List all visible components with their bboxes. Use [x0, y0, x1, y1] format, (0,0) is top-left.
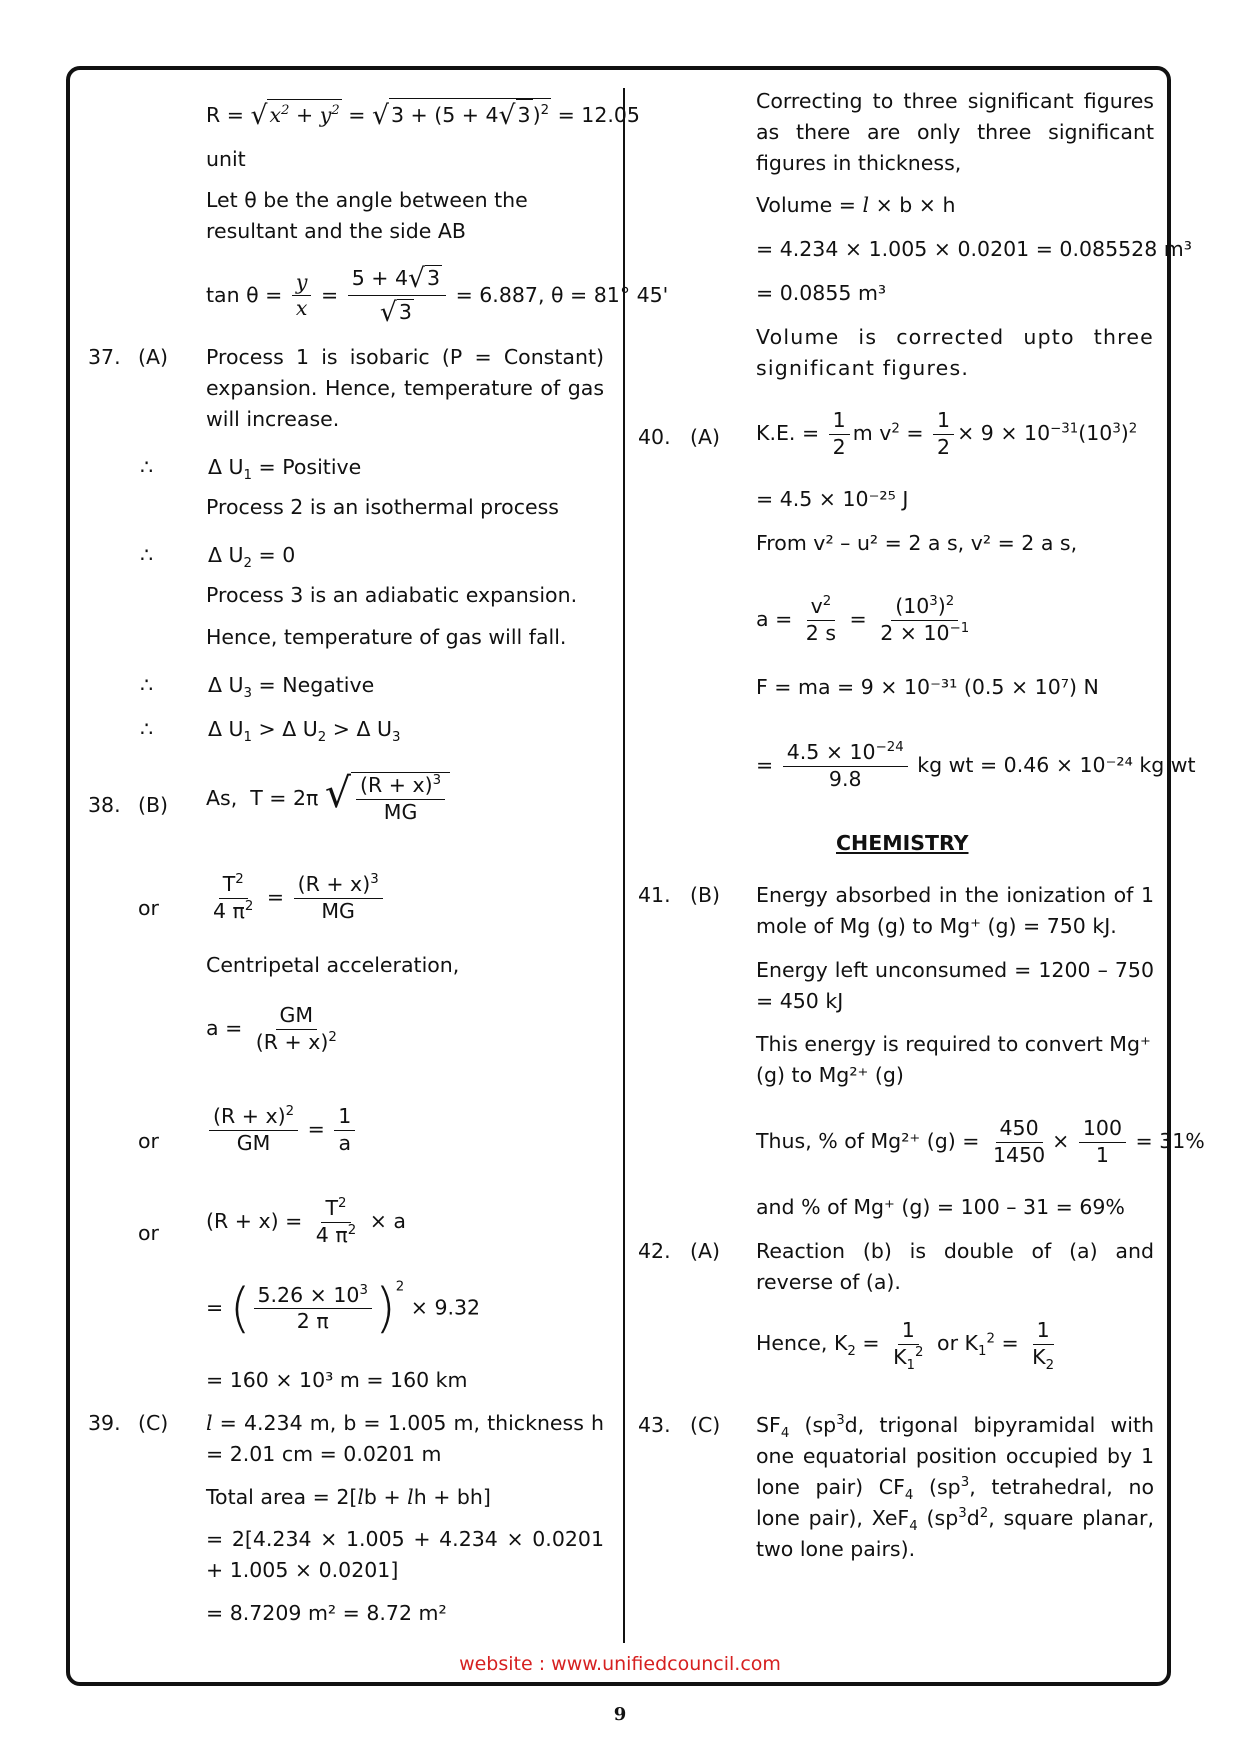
kinetic-energy-formula: K.E. = $\frac{1}{2}$ m $v^2$ = $\frac{1}{2}$ × $9 \times 10^{-31}(10^3)^2$: [756, 408, 1138, 459]
force-formula: F = ma = 9 × 10⁻³¹ (0.5 × 10⁷) N: [756, 675, 1099, 699]
q41-percent-formula: Thus, % of Mg²⁺ (g) = $\frac{450}{1450}$ × $\frac{100}{1}$ = 31%: [756, 1116, 1205, 1167]
delta-u3: Δ $U_3$ = Negative: [208, 673, 375, 702]
r-prefix: R =: [206, 103, 244, 127]
or-label: or: [138, 896, 159, 920]
therefore-symbol: ∴: [140, 543, 154, 567]
q39-text-4: = 8.7209 m² = 8.72 m²: [206, 1601, 447, 1625]
delta-u-compare: Δ $U_1 > \Delta$ $U_2 > \Delta$ $U_3$: [208, 717, 401, 746]
or-label: or: [138, 1129, 159, 1153]
q41-answer: (B): [690, 883, 721, 907]
q40-answer: (A): [690, 425, 721, 449]
q38-number: 38.: [88, 793, 121, 817]
ke-value: = 4.5 × 10⁻²⁵ J: [756, 487, 909, 511]
r-value: = 12.05: [557, 103, 640, 127]
mg2-percent-value: = 31%: [1135, 1129, 1205, 1154]
q38-result: = 160 × 10³ m = 160 km: [206, 1368, 468, 1392]
q37-text-4: Hence, temperature of gas will fall.: [206, 625, 567, 649]
q37-text-2: Process 2 is an isothermal process: [206, 495, 559, 519]
q42-answer: (A): [690, 1239, 721, 1263]
q41-text-5: and % of Mg⁺ (g) = 100 – 31 = 69%: [756, 1195, 1125, 1219]
website-link[interactable]: website : www.unifiedcouncil.com: [459, 1653, 781, 1675]
acceleration-formula: a = $\frac{GM}{(R + x)^2}$: [206, 1003, 337, 1054]
therefore-symbol: ∴: [140, 717, 154, 741]
centripetal-label: Centripetal acceleration,: [206, 953, 460, 977]
q41-number: 41.: [638, 883, 671, 907]
q41-text-2: Energy left unconsumed = 1200 – 750 = 450 kJ: [756, 958, 1154, 1013]
theta-text: Let θ be the angle between the resultant and the side AB: [206, 188, 528, 243]
as-label: As,: [206, 786, 238, 811]
q39-dimensions: = 4.234 m, b = 1.005 m, thickness h = 2.01 cm = 0.0201 m: [206, 1411, 604, 1466]
hence-label: Hence,: [756, 1331, 828, 1356]
volume-value: = 4.234 × 1.005 × 0.0201 = 0.085528 m³: [756, 237, 1192, 261]
total-area-label: Total area = 2[: [206, 1485, 358, 1509]
q39-text-2: Total area = 2[lb + lh + bh]: [206, 1485, 491, 1509]
q43-answer: (C): [690, 1413, 721, 1437]
volume-rounded: = 0.0855 m³: [756, 281, 887, 305]
tan-prefix: tan θ =: [206, 282, 283, 307]
or-label: or: [138, 1221, 159, 1245]
page-number: 9: [613, 1704, 627, 1725]
q42-number: 42.: [638, 1239, 671, 1263]
q37-text-1: Process 1 is isobaric (P = Constant) expansion. Hence, temperature of gas will increase.: [206, 345, 604, 431]
q37-answer: (A): [138, 345, 169, 369]
volume-formula: Volume = l × b × h: [756, 193, 956, 217]
inverse-acceleration-formula: $\frac{(R + x)^2}{GM}$ = $\frac{1}{a}$: [206, 1104, 358, 1156]
kg-wt-value: kg wt = 0.46 × 10⁻²⁴ kg wt: [917, 753, 1196, 778]
ke-prefix: K.E.: [756, 421, 796, 446]
q37-text-3: Process 3 is an adiabatic expansion.: [206, 583, 578, 607]
acceleration-value-formula: a = $\frac{v^2}{2 s}$ = $\frac{(10^3)^2}{2 \times 10^{-1}}$: [756, 594, 970, 645]
q39-number: 39.: [88, 1411, 121, 1435]
kinematics-text: From v² – u² = 2 a s, v² = 2 a s,: [756, 531, 1078, 555]
tan-value: = 6.887, θ = 81° 45': [455, 282, 669, 307]
resultant-formula: $R = √x^2 + y^2 = √3 + (5 + 4√3)^2 = 12.05$: [206, 100, 640, 131]
mg2-percent-label: Thus, % of Mg²⁺ (g) =: [756, 1129, 980, 1154]
tan-formula: tan θ = $\frac{y}{x}$ = $\frac{5 + 4√3}{√3}$ = 6.887, θ = 81° 45': [206, 263, 669, 329]
unit-text: unit: [206, 147, 246, 171]
q39-text-1: l = 4.234 m, b = 1.005 m, thickness h = 2.01 cm = 0.0201 m: [206, 1411, 604, 1466]
numeric-substitution: = ( $\frac{5.26 \times 10^3}{2 \pi}$ )$^2$ × 9.32: [206, 1277, 481, 1339]
period-formula: As, T = 2π √ $\frac{(R + x)^3}{MG}$: [206, 772, 450, 825]
correcting-text: Correcting to three significant figures as there are only three significant figures in thickness,: [756, 89, 1154, 175]
multiplier-value: × 9.32: [410, 1295, 481, 1320]
q40-number: 40.: [638, 425, 671, 449]
q38-answer: (B): [138, 793, 169, 817]
q39-text-3: = 2[4.234 × 1.005 + 4.234 × 0.0201 + 1.005 × 0.0201]: [206, 1527, 604, 1582]
q41-text-1: Energy absorbed in the ionization of 1 mole of Mg (g) to Mg⁺ (g) = 750 kJ.: [756, 883, 1154, 938]
q43-number: 43.: [638, 1413, 671, 1437]
volume-note: Volume is corrected upto three significant figures.: [756, 325, 1154, 380]
chemistry-heading: CHEMISTRY: [836, 831, 969, 855]
q43-text: $SF_4$ ($sp^3d$, trigonal bipyramidal with one equatorial position occupied by 1 lone pair) $CF_4$ ($sp^3$, tetrahedral, no lone pair), XeF$_4$ ($sp^3d^2$, square planar, two lone pairs).: [756, 1413, 1154, 1561]
kg-wt-formula: = $\frac{4.5 \times 10^{-24}}{9.8}$ kg wt = 0.46 × 10⁻²⁴ kg wt: [756, 740, 1196, 791]
equilibrium-constant-formula: Hence, $K_2$ = $\frac{1}{K_1^2}$ or $K_1^2$ = $\frac{1}{K_2}$: [756, 1318, 1055, 1373]
delta-u2: Δ $U_2 = 0$: [208, 543, 296, 572]
q39-answer: (C): [138, 1411, 169, 1435]
volume-terms: × b × h: [875, 193, 956, 217]
r-plus-x-formula: (R + x) = $\frac{T^2}{4 \pi^2}$ × a: [206, 1196, 406, 1247]
q41-text-3: This energy is required to convert Mg⁺ (g) to Mg²⁺ (g): [756, 1032, 1151, 1087]
q42-text-1: Reaction (b) is double of (a) and reverse of (a).: [756, 1239, 1154, 1294]
q37-number: 37.: [88, 345, 121, 369]
period-squared-formula: $\frac{T^2}{4 \pi^2}$ = $\frac{(R + x)^3}{MG}$: [206, 872, 386, 924]
delta-u1: Δ $U_1$ = Positive: [208, 455, 362, 484]
therefore-symbol: ∴: [140, 455, 154, 479]
therefore-symbol: ∴: [140, 673, 154, 697]
